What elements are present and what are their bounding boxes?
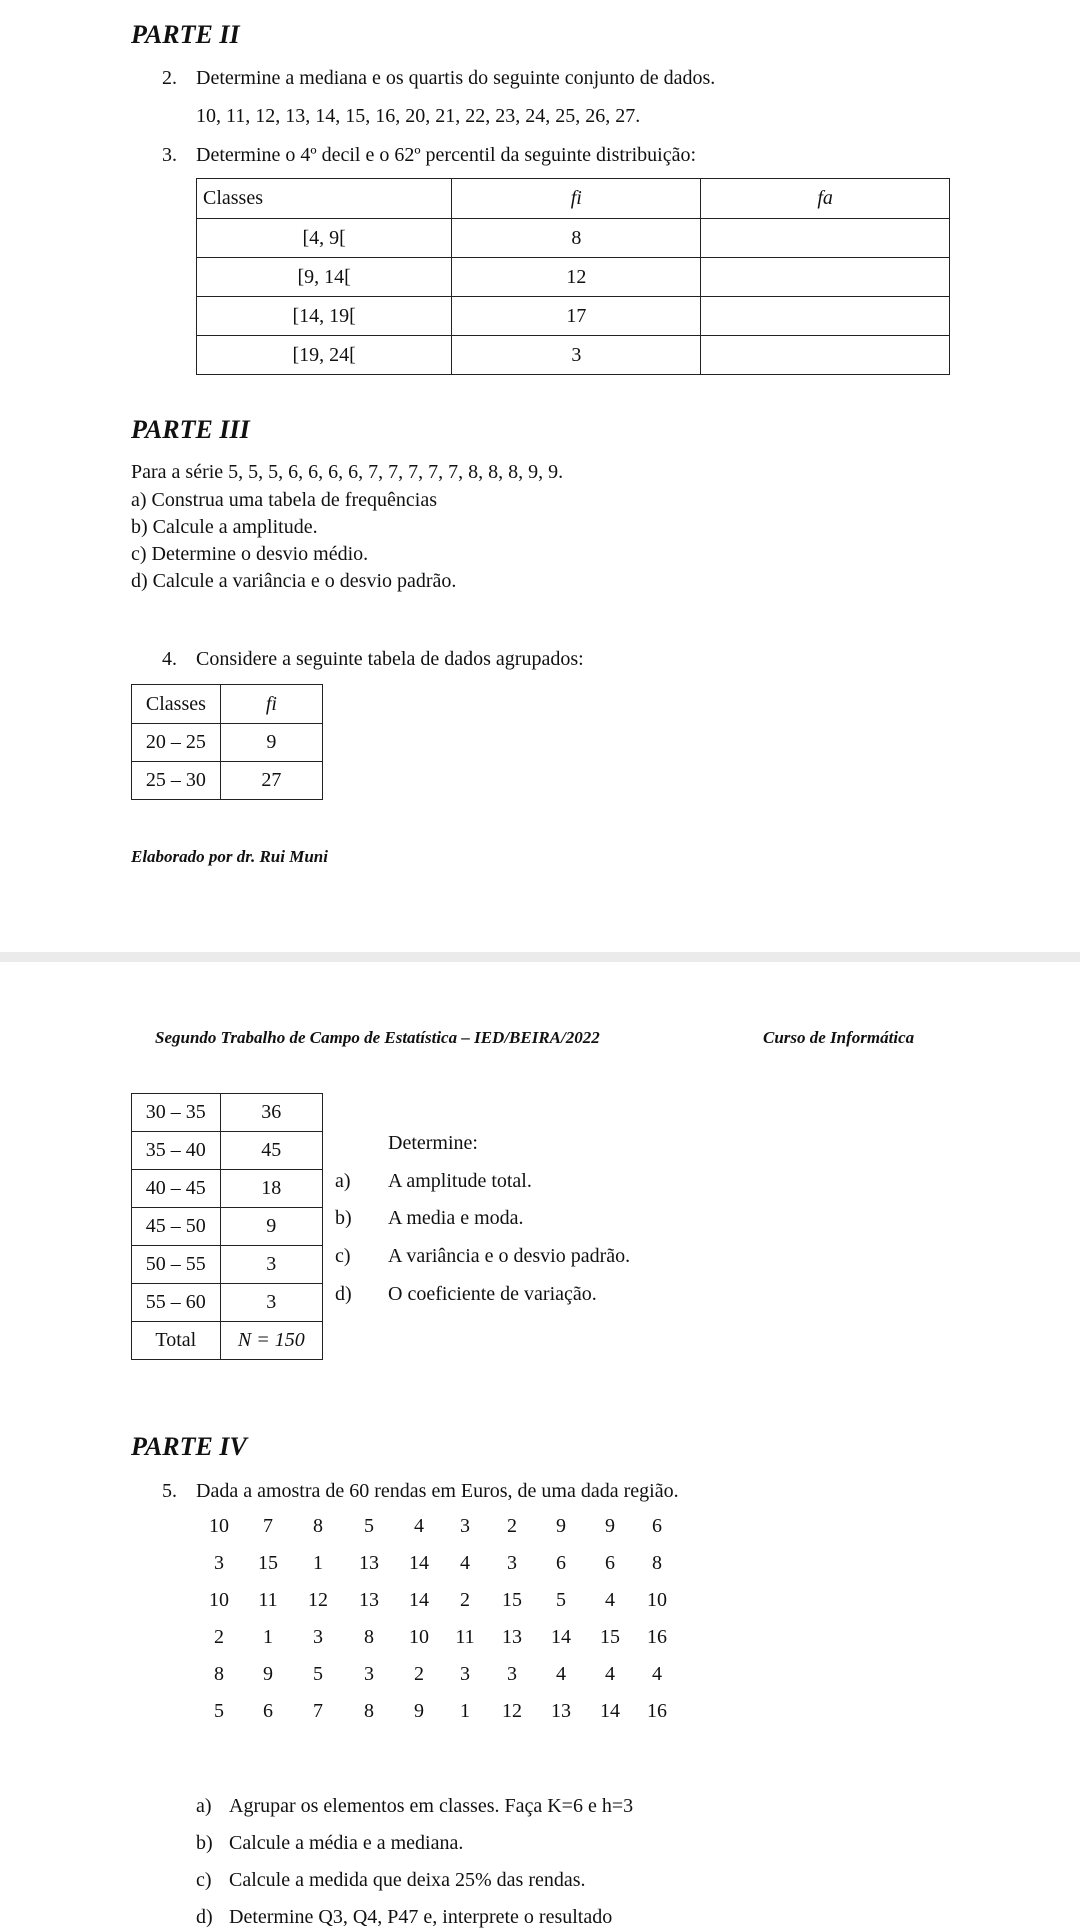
fi-cell: 3 bbox=[452, 336, 701, 375]
q5-item-c-letter: c) bbox=[196, 1869, 212, 1891]
total-value-cell: N = 150 bbox=[220, 1322, 322, 1360]
question-2-data: 10, 11, 12, 13, 14, 15, 16, 20, 21, 22, 23, 24, 25, 26, 27. bbox=[196, 105, 641, 127]
rent-value-cell: 3 bbox=[313, 1626, 323, 1648]
rent-value-cell: 11 bbox=[455, 1626, 475, 1648]
q5-item-d-letter: d) bbox=[196, 1906, 213, 1928]
rent-value-cell: 8 bbox=[652, 1552, 662, 1574]
class-cell: 25 – 30 bbox=[132, 762, 221, 800]
question-4-text: Considere a seguinte tabela de dados agrupados: bbox=[196, 648, 584, 670]
rent-sample-table bbox=[194, 1508, 678, 1730]
rent-value-cell: 16 bbox=[647, 1626, 667, 1648]
class-cell: [14, 19[ bbox=[197, 297, 452, 336]
rent-value-cell: 10 bbox=[647, 1589, 667, 1611]
rent-value-cell: 2 bbox=[214, 1626, 224, 1648]
fi-cell: 9 bbox=[220, 1208, 322, 1246]
fi-cell: 3 bbox=[220, 1284, 322, 1322]
rent-value-cell: 3 bbox=[460, 1663, 470, 1685]
fa-cell bbox=[701, 219, 950, 258]
fi-cell: 12 bbox=[452, 258, 701, 297]
table-row bbox=[197, 219, 950, 258]
table-row bbox=[194, 1619, 678, 1656]
parte-iii-title: PARTE III bbox=[131, 415, 250, 444]
rent-value-cell: 4 bbox=[556, 1663, 566, 1685]
parte-iii-item-d: d) Calcule a variância e o desvio padrão. bbox=[131, 570, 457, 592]
signature: Elaborado por dr. Rui Muni bbox=[131, 847, 328, 866]
rent-value-cell: 12 bbox=[502, 1700, 522, 1722]
rent-value-cell: 8 bbox=[364, 1700, 374, 1722]
page-divider bbox=[0, 952, 1080, 962]
task-a-text: A amplitude total. bbox=[388, 1170, 532, 1192]
table-row bbox=[132, 1170, 323, 1208]
header-fa: fa bbox=[701, 179, 950, 219]
rent-value-cell: 10 bbox=[409, 1626, 429, 1648]
fi-cell: 3 bbox=[220, 1246, 322, 1284]
rent-value-cell: 10 bbox=[209, 1589, 229, 1611]
table-row bbox=[194, 1545, 678, 1582]
table-row bbox=[194, 1656, 678, 1693]
question-3-text: Determine o 4º decil e o 62º percentil da seguinte distribuição: bbox=[196, 144, 697, 166]
q5-item-b-letter: b) bbox=[196, 1832, 213, 1854]
rent-value-cell: 6 bbox=[263, 1700, 273, 1722]
rent-value-cell: 12 bbox=[308, 1589, 328, 1611]
table-row bbox=[132, 1284, 323, 1322]
task-b-text: A media e moda. bbox=[388, 1207, 524, 1229]
rent-value-cell: 6 bbox=[556, 1552, 566, 1574]
rent-value-cell: 14 bbox=[409, 1552, 429, 1574]
table-total-row bbox=[132, 1322, 323, 1360]
rent-value-cell: 13 bbox=[359, 1589, 379, 1611]
table-row bbox=[132, 1208, 323, 1246]
class-cell: 30 – 35 bbox=[132, 1094, 221, 1132]
parte-iii-item-c: c) Determine o desvio médio. bbox=[131, 543, 369, 565]
table-row bbox=[194, 1508, 678, 1545]
question-5-text: Dada a amostra de 60 rendas em Euros, de uma dada região. bbox=[196, 1480, 679, 1502]
rent-value-cell: 15 bbox=[502, 1589, 522, 1611]
class-cell: 35 – 40 bbox=[132, 1132, 221, 1170]
question-5-number: 5. bbox=[162, 1480, 177, 1502]
header-fi: fi bbox=[220, 685, 322, 724]
fa-cell bbox=[701, 297, 950, 336]
rent-value-cell: 4 bbox=[652, 1663, 662, 1685]
question-4-number: 4. bbox=[162, 648, 177, 670]
class-cell: 20 – 25 bbox=[132, 724, 221, 762]
class-cell: [19, 24[ bbox=[197, 336, 452, 375]
rent-value-cell: 8 bbox=[214, 1663, 224, 1685]
table-header-row bbox=[132, 685, 323, 724]
q5-item-a-text: Agrupar os elementos em classes. Faça K=6 e h=3 bbox=[229, 1795, 634, 1817]
task-d-text: O coeficiente de variação. bbox=[388, 1283, 597, 1305]
rent-value-cell: 14 bbox=[551, 1626, 571, 1648]
rent-value-cell: 8 bbox=[364, 1626, 374, 1648]
q5-item-c-text: Calcule a medida que deixa 25% das rendas. bbox=[229, 1869, 586, 1891]
page-header-right: Curso de Informática bbox=[763, 1028, 915, 1047]
rent-value-cell: 4 bbox=[605, 1589, 615, 1611]
task-c-text: A variância e o desvio padrão. bbox=[388, 1245, 631, 1267]
fi-cell: 18 bbox=[220, 1170, 322, 1208]
grouped-data-table-part1 bbox=[131, 684, 323, 800]
rent-value-cell: 9 bbox=[605, 1515, 615, 1537]
table-row bbox=[194, 1582, 678, 1619]
header-fi: fi bbox=[452, 179, 701, 219]
fi-cell: 36 bbox=[220, 1094, 322, 1132]
q5-item-b-text: Calcule a média e a mediana. bbox=[229, 1832, 464, 1854]
rent-value-cell: 2 bbox=[460, 1589, 470, 1611]
rent-value-cell: 3 bbox=[507, 1552, 517, 1574]
table-header-row bbox=[197, 179, 950, 219]
table-row bbox=[194, 1693, 678, 1730]
fi-cell: 8 bbox=[452, 219, 701, 258]
table-row bbox=[197, 258, 950, 297]
rent-value-cell: 13 bbox=[551, 1700, 571, 1722]
fi-cell: 27 bbox=[220, 762, 322, 800]
fa-cell bbox=[701, 258, 950, 297]
rent-value-cell: 9 bbox=[556, 1515, 566, 1537]
header-classes: Classes bbox=[197, 179, 452, 219]
determine-label: Determine: bbox=[388, 1132, 478, 1154]
rent-value-cell: 5 bbox=[556, 1589, 566, 1611]
distribution-table bbox=[196, 178, 950, 375]
table-row bbox=[132, 724, 323, 762]
task-d-letter: d) bbox=[335, 1283, 352, 1305]
class-cell: 45 – 50 bbox=[132, 1208, 221, 1246]
rent-value-cell: 16 bbox=[647, 1700, 667, 1722]
table-row bbox=[132, 1246, 323, 1284]
rent-value-cell: 6 bbox=[652, 1515, 662, 1537]
rent-value-cell: 4 bbox=[414, 1515, 424, 1537]
rent-value-cell: 5 bbox=[313, 1663, 323, 1685]
rent-value-cell: 9 bbox=[414, 1700, 424, 1722]
task-a-letter: a) bbox=[335, 1170, 351, 1192]
rent-value-cell: 4 bbox=[460, 1552, 470, 1574]
table-row bbox=[197, 336, 950, 375]
class-cell: 50 – 55 bbox=[132, 1246, 221, 1284]
rent-value-cell: 7 bbox=[313, 1700, 323, 1722]
task-c-letter: c) bbox=[335, 1245, 351, 1267]
rent-value-cell: 1 bbox=[460, 1700, 470, 1722]
rent-value-cell: 7 bbox=[263, 1515, 273, 1537]
rent-value-cell: 10 bbox=[209, 1515, 229, 1537]
rent-value-cell: 14 bbox=[409, 1589, 429, 1611]
q5-item-d-text: Determine Q3, Q4, P47 e, interprete o resultado bbox=[229, 1906, 613, 1928]
header-classes: Classes bbox=[132, 685, 221, 724]
class-cell: [4, 9[ bbox=[197, 219, 452, 258]
parte-iv-title: PARTE IV bbox=[131, 1432, 247, 1461]
question-2-text: Determine a mediana e os quartis do seguinte conjunto de dados. bbox=[196, 67, 716, 89]
class-cell: 55 – 60 bbox=[132, 1284, 221, 1322]
table-row bbox=[197, 297, 950, 336]
table-row bbox=[132, 762, 323, 800]
rent-value-cell: 15 bbox=[600, 1626, 620, 1648]
rent-value-cell: 3 bbox=[507, 1663, 517, 1685]
rent-value-cell: 15 bbox=[258, 1552, 278, 1574]
rent-value-cell: 8 bbox=[313, 1515, 323, 1537]
fi-cell: 45 bbox=[220, 1132, 322, 1170]
rent-value-cell: 6 bbox=[605, 1552, 615, 1574]
rent-value-cell: 1 bbox=[313, 1552, 323, 1574]
rent-value-cell: 14 bbox=[600, 1700, 620, 1722]
rent-value-cell: 2 bbox=[414, 1663, 424, 1685]
table-row bbox=[132, 1094, 323, 1132]
rent-value-cell: 1 bbox=[263, 1626, 273, 1648]
rent-value-cell: 9 bbox=[263, 1663, 273, 1685]
q5-item-a-letter: a) bbox=[196, 1795, 212, 1817]
rent-value-cell: 5 bbox=[214, 1700, 224, 1722]
parte-ii-title: PARTE II bbox=[131, 20, 240, 49]
parte-iii-item-b: b) Calcule a amplitude. bbox=[131, 516, 318, 538]
rent-value-cell: 2 bbox=[507, 1515, 517, 1537]
grouped-data-table-part2 bbox=[131, 1093, 323, 1360]
question-3-number: 3. bbox=[162, 144, 177, 166]
parte-iii-intro: Para a série 5, 5, 5, 6, 6, 6, 6, 7, 7, 7, 7, 7, 8, 8, 8, 9, 9. bbox=[131, 461, 564, 483]
parte-iii-item-a: a) Construa uma tabela de frequências bbox=[131, 489, 437, 511]
rent-value-cell: 4 bbox=[605, 1663, 615, 1685]
rent-value-cell: 13 bbox=[359, 1552, 379, 1574]
question-2-number: 2. bbox=[162, 67, 177, 89]
total-label-cell: Total bbox=[132, 1322, 221, 1360]
task-b-letter: b) bbox=[335, 1207, 352, 1229]
rent-value-cell: 13 bbox=[502, 1626, 522, 1648]
class-cell: [9, 14[ bbox=[197, 258, 452, 297]
table-row bbox=[132, 1132, 323, 1170]
rent-value-cell: 3 bbox=[214, 1552, 224, 1574]
fi-cell: 17 bbox=[452, 297, 701, 336]
fi-cell: 9 bbox=[220, 724, 322, 762]
class-cell: 40 – 45 bbox=[132, 1170, 221, 1208]
fa-cell bbox=[701, 336, 950, 375]
rent-value-cell: 5 bbox=[364, 1515, 374, 1537]
rent-value-cell: 3 bbox=[460, 1515, 470, 1537]
page-header-left: Segundo Trabalho de Campo de Estatística – IED/BEIRA/2022 bbox=[155, 1028, 600, 1047]
rent-value-cell: 11 bbox=[258, 1589, 278, 1611]
rent-value-cell: 3 bbox=[364, 1663, 374, 1685]
